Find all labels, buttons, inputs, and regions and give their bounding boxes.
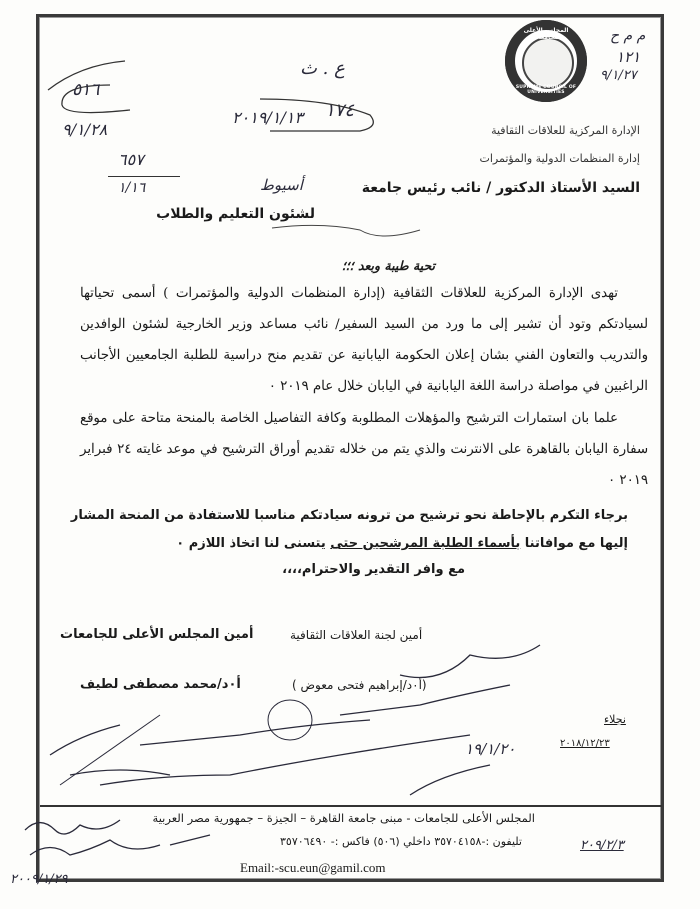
- fraction-line: [108, 176, 180, 177]
- handwritten-left-number2: ٦٥٧: [118, 150, 144, 169]
- handwritten-code: م م ح: [610, 28, 646, 44]
- seal-arabic-text: المجلس الأعلى للجامعات: [523, 27, 569, 41]
- handwritten-left-date: ٩/١/٢٨: [62, 120, 108, 139]
- body-paragraph-1: تهدى الإدارة المركزية للعلاقات الثقافية (إدارة المنظمات الدولية والمؤتمرات ) أسمى تحياتها لسيادتكم وتود أن تشير إلى ما ورد من السيد السفير/ نائب مساعد وزير الخارجية لشئون الوافدين والتدريب والتعاون الفني بشان إعلان الحكومة اليابانية عن تقديم منح دراسية للطلبة الجامعيين الأجانب الراغبين في مواصلة دراسة اللغة اليابانية في اليابان خلال عام ٢٠١٩ ٠: [80, 286, 648, 394]
- recipient-title: السيد الأستاذ الدكتور / نائب رئيس جامعة: [361, 180, 640, 196]
- closing-remark: مع وافر التقدير والاحترام،،،،: [282, 562, 465, 577]
- handwritten-footer-date: ٢٠٩/٢/٣: [580, 838, 624, 853]
- request-line-1: برجاء التكرم بالإحاطة نحو ترشيح من ترونه سيادتكم مناسبا للاستفادة من المنحة المشار: [70, 508, 628, 523]
- prepared-date: ٢٠١٨/١٢/٢٣: [560, 738, 610, 749]
- handwritten-incoming-number: ١٢١: [616, 48, 641, 66]
- handwritten-left-fraction: ١/١٦: [118, 180, 146, 196]
- footer-divider: [40, 805, 662, 807]
- council-secretary-title: أمين المجلس الأعلى للجامعات: [60, 627, 254, 642]
- handwritten-underline: [270, 222, 430, 244]
- request-text-a: إليها مع موافاتنا: [520, 536, 628, 551]
- handwritten-ref: ع . ث: [300, 58, 345, 79]
- request-text-underlined: بأسماء الطلبة المرشحين حتى: [330, 536, 521, 551]
- committee-secretary-title: أمين لجنة العلاقات الثقافية: [290, 628, 423, 642]
- recipient-office: لشئون التعليم والطلاب: [156, 206, 315, 222]
- handwritten-annotation-date: ١٩/١/٢٠: [465, 740, 516, 758]
- handwritten-date: ٢٠١٩/١/١٣: [232, 108, 303, 127]
- footer-phone: تليفون :-٣٥٧٠٤١٥٨ داخلي (٥٠٦) فاكس :- ٣٥٧٠٦٤٩٠: [280, 835, 522, 848]
- council-secretary-name: أ٠د/محمد مصطفى لطيف: [80, 677, 241, 692]
- handwritten-annotation: [40, 625, 560, 805]
- handwritten-footer-left-date: ٢٠٠٩/١/٢٩: [10, 872, 68, 887]
- request-text-b: يتسنى لنا اتخاذ اللازم ٠: [176, 536, 331, 551]
- sub-department-name: إدارة المنظمات الدولية والمؤتمرات: [479, 152, 640, 165]
- handwritten-signature: [20, 810, 240, 870]
- footer-email: Email:-scu.eun@gamil.com: [240, 860, 386, 875]
- seal-english-text: SUPREME COUNCIL OF UNIVERSITIES: [515, 85, 577, 95]
- handwritten-number: ١٧٤: [325, 100, 355, 121]
- prepared-by: نجلاء: [604, 713, 626, 726]
- request-line-2: [176, 530, 628, 557]
- footer-address: المجلس الأعلى للجامعات - مبنى جامعة القاهرة – الجيزة – جمهورية مصر العربية: [152, 811, 535, 825]
- university-council-seal: [505, 20, 587, 102]
- body-paragraph-2: علما بان استمارات الترشيح والمؤهلات المطلوبة وكافة التفاصيل الخاصة بالمنحة متاحة على موقع سفارة اليابان بالقاهرة على الانترنت والذي يتم من خلاله تقديم أوراق الترشيح في موعد غايته ٢٤ فبراير ٢٠١٩ ٠: [80, 411, 648, 488]
- greeting: تحية طيبة وبعد ؛؛؛: [341, 258, 435, 273]
- handwritten-university: أسيوط: [260, 176, 303, 194]
- department-name: الإدارة المركزية للعلاقات الثقافية: [491, 124, 640, 137]
- seal-emblem: [522, 37, 574, 89]
- handwritten-left-number: ٥١٦: [72, 80, 100, 100]
- handwritten-incoming-date: ٩/١/٢٧: [600, 68, 637, 83]
- committee-secretary-name: (أ٠د/إبراهيم فتحى معوض ): [292, 678, 427, 692]
- handwritten-stroke: [240, 95, 390, 135]
